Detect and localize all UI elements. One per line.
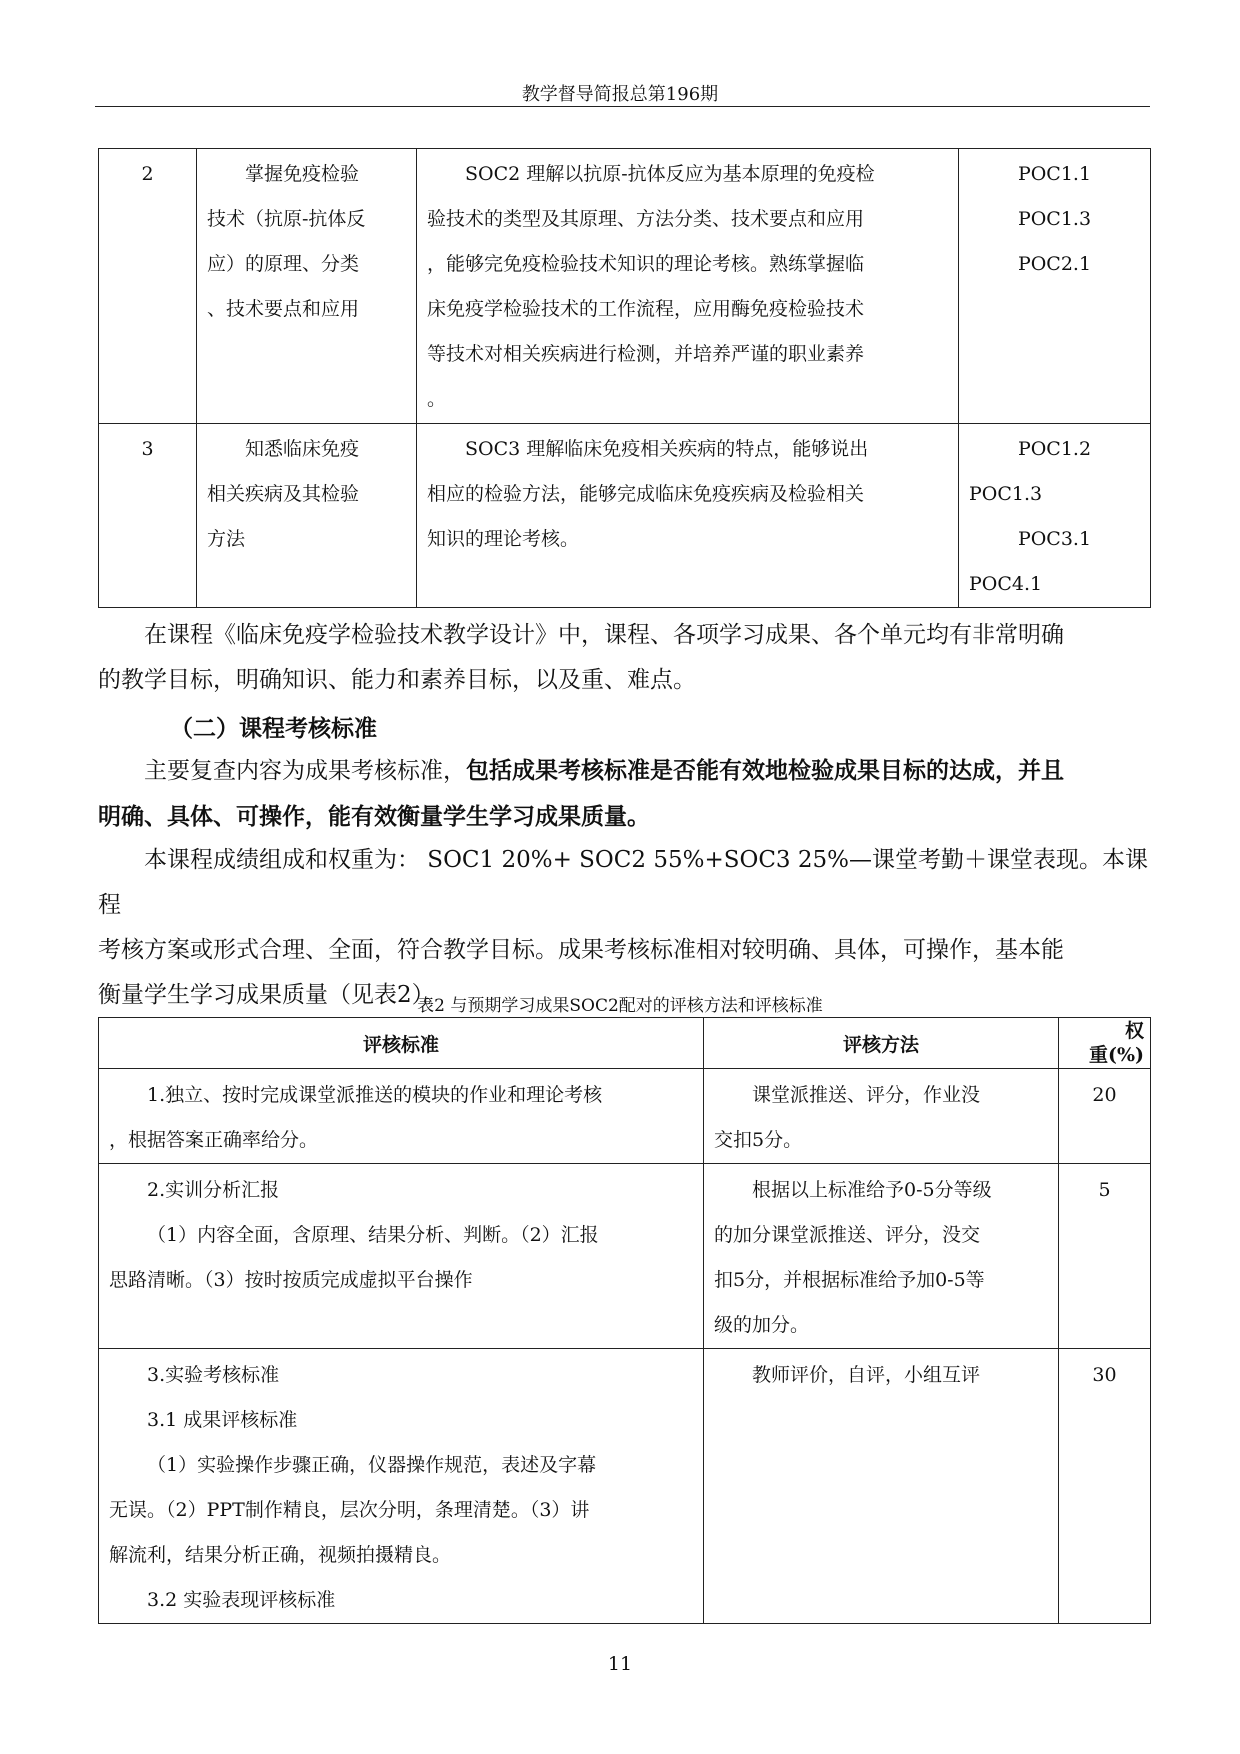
poc-code: POC1.3 [969,483,1043,505]
goal-cell [197,424,417,608]
assessment-table [98,1017,1151,1624]
method-cell [704,1069,1059,1164]
goal-line: 掌握免疫检验 [245,163,360,185]
row-number: 2 [99,149,197,424]
goal-cell [197,149,417,424]
description-line: 等技术对相关疾病进行检测，并培养严谨的职业素养 [427,343,865,365]
method-line: 教师评价，自评，小组互评 [752,1364,981,1386]
description-line: 。 [427,388,447,410]
criteria-line: （1）内容全面，含原理、结果分析、判断。（2）汇报 [147,1224,599,1246]
method-line: 的加分课堂派推送、评分，没交 [714,1224,981,1246]
paragraph-line: 明确、具体、可操作，能有效衡量学生学习成果质量。 [98,803,650,830]
criteria-cell [99,1349,704,1624]
goal-line: 相关疾病及其检验 [207,483,360,505]
description-line: SOC3 理解临床免疫相关疾病的特点，能够说出 [465,438,869,460]
criteria-line: 无误。（2）PPT制作精良，层次分明，条理清楚。（3）讲 [109,1499,590,1521]
criteria-line: 2.实训分析汇报 [147,1179,280,1201]
method-line: 根据以上标准给予0-5分等级 [752,1179,992,1201]
criteria-line: 3.实验考核标准 [147,1364,280,1386]
page-number: 11 [607,1653,633,1675]
outcome-table [98,148,1151,608]
section-title: （二）课程考核标准 [170,715,377,742]
paragraph-line: 考核方案或形式合理、全面，符合教学目标。成果考核标准相对较明确、具体，可操作，基本能 [98,937,1064,963]
criteria-line: 1.独立、按时完成课堂派推送的模块的作业和理论考核 [147,1084,603,1106]
weight-cell: 20 [1059,1069,1151,1164]
paragraph-line: 本课程成绩组成和权重为： SOC1 20%+ SOC2 55%+SOC3 25%—课堂考勤＋课堂表现。本课程 [98,847,1148,918]
paragraph-2 [98,748,1150,839]
text-normal: 主要复查内容为成果考核标准， [144,758,466,784]
criteria-line: ，根据答案正确率给分。 [109,1129,319,1151]
header-weight-line: 重(%) [1088,1044,1144,1066]
criteria-cell [99,1164,704,1349]
header-method: 评核方法 [704,1018,1059,1069]
table-caption: 表2 与预期学习成果SOC2配对的评核方法和评核标准 [417,996,823,1016]
paragraph-line: 的教学目标，明确知识、能力和素养目标，以及重、难点。 [98,667,696,693]
table-header-row [99,1018,1151,1069]
text-bold: 包括成果考核标准是否能有效地检验成果目标的达成，并且 [466,757,1064,784]
weight-cell: 30 [1059,1349,1151,1624]
table-row [99,424,1151,608]
table-row [99,1164,1151,1349]
poc-code: POC1.1 [1017,163,1092,185]
method-line: 课堂派推送、评分，作业没 [752,1084,981,1106]
method-cell [704,1349,1059,1624]
goal-line: 应）的原理、分类 [207,253,360,275]
description-line: 知识的理论考核。 [427,528,580,550]
poc-code: POC1.2 [1017,438,1092,460]
criteria-line: 思路清晰。（3）按时按质完成虚拟平台操作 [109,1269,473,1291]
criteria-line: （1）实验操作步骤正确，仪器操作规范，表述及字幕 [147,1454,597,1476]
criteria-line: 3.1 成果评核标准 [147,1409,298,1431]
goal-line: 方法 [207,528,246,550]
header-weight [1059,1018,1151,1069]
description-line: ，能够完免疫检验技术知识的理论考核。熟练掌握临 [427,253,865,275]
description-line: 验技术的类型及其原理、方法分类、技术要点和应用 [427,208,865,230]
poc-cell [959,424,1151,608]
table-row [99,149,1151,424]
poc-cell [959,149,1151,424]
criteria-line: 解流利，结果分析正确，视频拍摄精良。 [109,1544,452,1566]
header-divider [95,106,1150,107]
method-line: 扣5分，并根据标准给予加0-5等 [714,1269,985,1291]
goal-line: 知悉临床免疫 [245,438,360,460]
page-header-title: 教学督导简报总第196期 [521,84,719,105]
paragraph-1 [98,613,1150,703]
row-number: 3 [99,424,197,608]
poc-code: POC2.1 [1017,253,1092,275]
poc-code: POC1.3 [1017,208,1092,230]
method-line: 级的加分。 [714,1314,810,1336]
poc-code: POC3.1 [1017,528,1092,550]
description-line: SOC2 理解以抗原-抗体反应为基本原理的免疫检 [465,163,875,185]
header-criteria: 评核标准 [99,1018,704,1069]
paragraph-line: 在课程《临床免疫学检验技术教学设计》中，课程、各项学习成果、各个单元均有非常明确 [144,622,1064,648]
poc-code: POC4.1 [969,573,1043,595]
description-cell [417,424,959,608]
method-line: 交扣5分。 [714,1129,803,1151]
header-weight-line: 权 [1124,1020,1144,1042]
description-cell [417,149,959,424]
paragraph-line: 衡量学生学习成果质量（见表2）。 [98,982,447,1008]
table-row [99,1069,1151,1164]
goal-line: 技术（抗原-抗体反 [207,208,366,230]
criteria-cell [99,1069,704,1164]
weight-cell: 5 [1059,1164,1151,1349]
method-cell [704,1164,1059,1349]
description-line: 相应的检验方法，能够完成临床免疫疾病及检验相关 [427,483,865,505]
table-row [99,1349,1151,1624]
paragraph-line [98,748,1150,794]
criteria-line: 3.2 实验表现评核标准 [147,1589,336,1611]
description-line: 床免疫学检验技术的工作流程，应用酶免疫检验技术 [427,298,865,320]
goal-line: 、技术要点和应用 [207,298,360,320]
